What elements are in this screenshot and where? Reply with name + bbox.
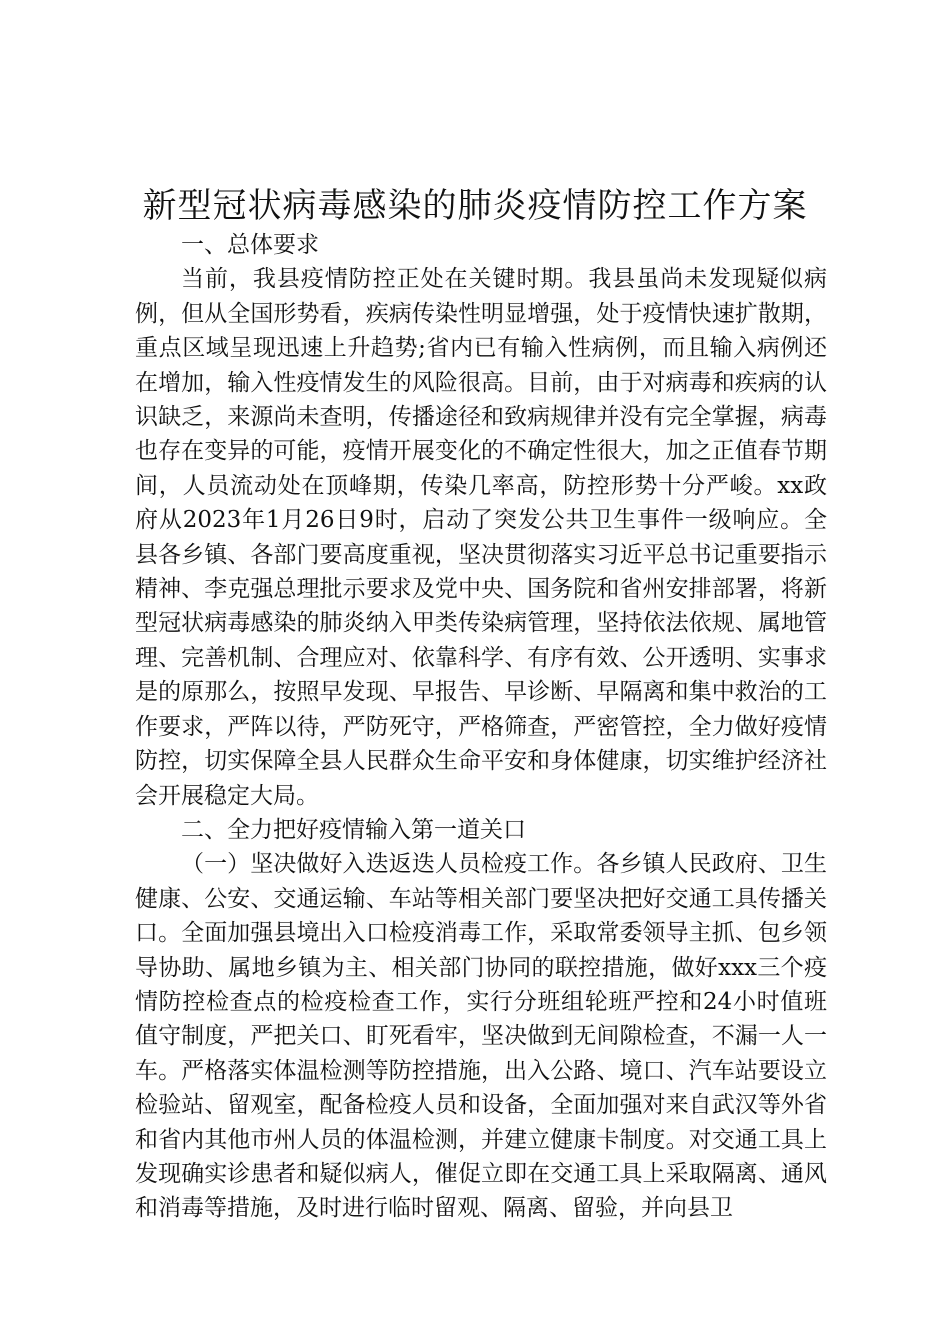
document-body: [135, 228, 827, 1226]
document-title: 新型冠状病毒感染的肺炎疫情防控工作方案: [142, 186, 808, 226]
paragraph-entry-control: （一）坚决做好入迭返迭人员检疫工作。各乡镇人民政府、卫生健康、公安、交通运输、车站等相关部门要坚决把好交通工具传播关口。全面加强县境出入口检疫消毒工作，采取常委领导主抓、包乡领导协助、属地乡镇为主、相关部门协同的联控措施，做好xxx三个疫情防控检查点的检疫检查工作，实行分班组轮班严控和24小时值班值守制度，严把关口、盯死看牢，坚决做到无间隙检查，不漏一人一车。严格落实体温检测等防控措施，出入公路、境口、汽车站要设立检验站、留观室，配备检疫人员和设备，全面加强对来自武汉等外省和省内其他市州人员的体温检测，并建立健康卡制度。对交通工具上发现确实诊患者和疑似病人，催促立即在交通工具上采取隔离、通风和消毒等措施，及时进行临时留观、隔离、留验，并向县卫: [135, 851, 827, 1222]
section-heading-general-requirements: 一、总体要求: [181, 232, 319, 258]
section-heading-entry-control: 二、全力把好疫情输入第一道关口: [181, 816, 526, 843]
paragraph-general-requirements: 当前，我县疫情防控正处在关键时期。我县虽尚未发现疑似病例，但从全国形势看，疾病传染性明显增强，处于疫情快速扩散期，重点区域呈现迅速上升趋势;省内已有输入性病例，而且输入病例还在增加，输入性疫情发生的风险很高。目前，由于对病毒和疾病的认识缺乏，来源尚未查明，传播途径和致病规律并没有完全掌握，病毒也存在变异的可能，疫情开展变化的不确定性很大，加之正值春节期间，人员流动处在顶峰期，传染几率高，防控形势十分严峻。xx政府从2023年1月26日9时，启动了突发公共卫生事件一级响应。全县各乡镇、各部门要高度重视，坚决贯彻落实习近平总书记重要指示精神、李克强总理批示要求及党中央、国务院和省州安排部署，将新型冠状病毒感染的肺炎纳入甲类传染病管理，坚持依法依规、属地管理、完善机制、合理应对、依靠科学、有序有效、公开透明、实事求是的原那么，按照早发现、早报告、早诊断、早隔离和集中救治的工作要求，严阵以待，严防死守，严格筛查，严密管控，全力做好疫情防控，切实保障全县人民群众生命平安和身体健康，切实维护经济社会开展稳定大局。: [135, 266, 827, 809]
